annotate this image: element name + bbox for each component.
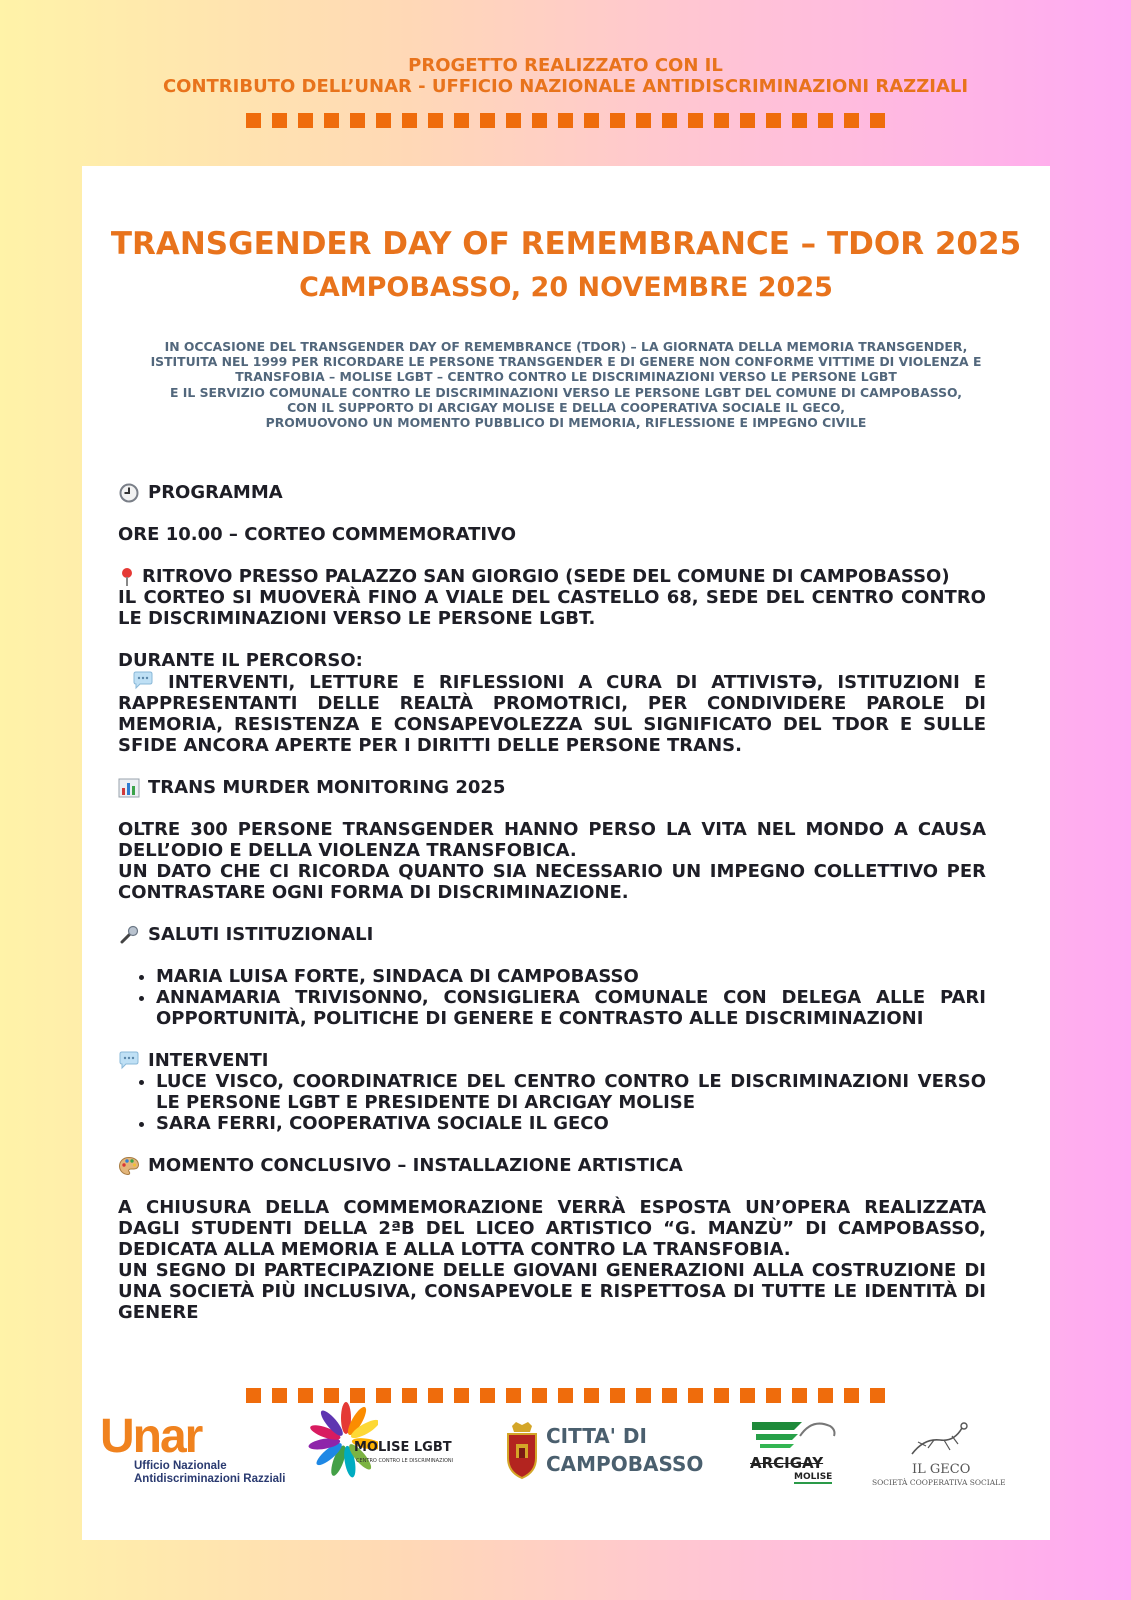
- conclusivo-heading: MOMENTO CONCLUSIVO – INSTALLAZIONE ARTISTICA: [118, 1155, 986, 1176]
- intro-line: TRANSFOBIA – MOLISE LGBT – CENTRO CONTRO LE DISCRIMINAZIONI VERSO LE PERSONE LGBT: [235, 369, 897, 385]
- programma-time: ORE 10.00 – CORTEO COMMEMORATIVO: [118, 524, 517, 545]
- intro-line: PROMUOVONO UN MOMENTO PUBBLICO DI MEMORIA, RIFLESSIONE E IMPEGNO CIVILE: [265, 415, 867, 431]
- percorso-text: INTERVENTI, LETTURE E RIFLESSIONI A CURA DI ATTIVISTƏ, ISTITUZIONI E RAPPRESENTANTI DELLE REALTÀ PROMOTRICI, PER CONDIVIDERE PAROLE DI MEMORIA, RESISTENZA E CONSAPEVOLEZZA SUL SIGNIFICATO DEL TDOR E SULLE SFIDE ANCORA APERTE PER I DIRITTI DELLE PERSONE TRANS.: [118, 672, 986, 756]
- monitoring-heading: TRANS MURDER MONITORING 2025: [118, 777, 986, 798]
- interventi-list: [118, 1071, 986, 1134]
- header-line-1: PROGETTO REALIZZATO CON IL: [408, 55, 723, 76]
- percorso-label: DURANTE IL PERCORSO:: [118, 650, 363, 671]
- arcigay-swoosh-icon: [750, 1416, 840, 1456]
- conclusivo-p1: A CHIUSURA DELLA COMMEMORAZIONE VERRÀ ESPOSTA UN’OPERA REALIZZATA DAGLI STUDENTI DELLA 2ªB DEL LICEO ARTISTICO “G. MANZÙ” DI CAMPOBASSO, DEDICATA ALLA MEMORIA E ALLA LOTTA CONTRO LA TRANSFOBIA.: [118, 1197, 986, 1260]
- pin-icon: [118, 567, 136, 587]
- gecko-icon: [904, 1418, 974, 1462]
- program-body: [118, 482, 986, 1323]
- intro-text: [122, 339, 1010, 430]
- header: [0, 55, 1131, 97]
- palette-icon: [118, 1156, 140, 1176]
- saluti-list: [118, 966, 986, 1029]
- speech-bubble-icon: [132, 671, 154, 691]
- partner-logos: Unar Ufficio Nazionale Antidiscriminazioni Razziali MOLISE LGBT CENTRO CONTRO LE DISCRIMINAZIONI CITTA' DI CAMPOBASSO ARCIGAY MOLISE IL GECO SOCIETÀ COOPERATIVA SOCIALE: [82, 1396, 1050, 1526]
- microphone-icon: [118, 925, 140, 945]
- list-item: • MARIA LUISA FORTE, SINDACA DI CAMPOBASSO: [156, 966, 986, 987]
- page-subtitle: CAMPOBASSO, 20 NOVEMBRE 2025: [299, 272, 833, 303]
- il-geco-logo: IL GECO SOCIETÀ COOPERATIVA SOCIALE: [872, 1418, 1012, 1498]
- list-item: • LUCE VISCO, COORDINATRICE DEL CENTRO CONTRO LE DISCRIMINAZIONI VERSO LE PERSONE LGBT E PRESIDENTE DI ARCIGAY MOLISE: [156, 1071, 986, 1113]
- monitoring-p2: UN DATO CHE CI RICORDA QUANTO SIA NECESSARIO UN IMPEGNO COLLETTIVO PER CONTRASTARE OGNI FORMA DI DISCRIMINAZIONE.: [118, 861, 986, 903]
- page-title: TRANSGENDER DAY OF REMEMBRANCE – TDOR 2025: [110, 226, 1022, 262]
- square-divider-bottom: [0, 1388, 1131, 1403]
- programma-heading: PROGRAMMA: [118, 482, 986, 503]
- coat-of-arms-icon: [504, 1420, 540, 1480]
- conclusivo-p2: UN SEGNO DI PARTECIPAZIONE DELLE GIOVANI GENERAZIONI ALLA COSTRUZIONE DI UNA SOCIETÀ PIÙ INCLUSIVA, CONSAPEVOLE E RISPETTOSA DI TUTTE LE IDENTITÀ DI GENERE: [118, 1260, 986, 1323]
- intro-line: IN OCCASIONE DEL TRANSGENDER DAY OF REMEMBRANCE (TDOR) – LA GIORNATA DELLA MEMORIA TRANSGENDER,: [164, 339, 968, 354]
- intro-line: CON IL SUPPORTO DI ARCIGAY MOLISE E DELLA COOPERATIVA SOCIALE IL GECO,: [287, 399, 845, 415]
- clock-icon: [118, 483, 140, 503]
- ritrovo-line: RITROVO PRESSO PALAZZO SAN GIORGIO (SEDE DEL COMUNE DI CAMPOBASSO): [118, 566, 986, 587]
- saluti-heading: SALUTI ISTITUZIONALI: [118, 924, 986, 945]
- content-card: [82, 166, 1050, 1540]
- arcigay-molise-logo: ARCIGAY MOLISE: [750, 1416, 840, 1496]
- speech-bubble-icon: [118, 1051, 140, 1071]
- monitoring-p1: OLTRE 300 PERSONE TRANSGENDER HANNO PERSO LA VITA NEL MONDO A CAUSA DELL’ODIO E DELLA VIOLENZA TRANSFOBICA.: [118, 819, 986, 861]
- molise-lgbt-logo: MOLISE LGBT CENTRO CONTRO LE DISCRIMINAZIONI: [312, 1396, 472, 1526]
- square-divider-top: [0, 113, 1131, 128]
- unar-logo: Unar Ufficio Nazionale Antidiscriminazioni Razziali: [100, 1410, 286, 1485]
- corteo-text: IL CORTEO SI MUOVERÀ FINO A VIALE DEL CASTELLO 68, SEDE DEL CENTRO CONTRO LE DISCRIMINAZIONI VERSO LE PERSONE LGBT.: [118, 587, 986, 629]
- intro-line: E IL SERVIZIO COMUNALE CONTRO LE DISCRIMINAZIONI VERSO LE PERSONE LGBT DEL COMUNE DI CAMPOBASSO,: [170, 384, 962, 400]
- list-item: • SARA FERRI, COOPERATIVA SOCIALE IL GECO: [156, 1113, 986, 1134]
- bar-chart-icon: [118, 778, 140, 798]
- intro-line: ISTITUITA NEL 1999 PER RICORDARE LE PERSONE TRANSGENDER E DI GENERE NON CONFORME VITTIME DI VIOLENZA E: [150, 354, 982, 370]
- interventi-heading: INTERVENTI: [118, 1050, 986, 1071]
- header-line-2: CONTRIBUTO DELL’UNAR - UFFICIO NAZIONALE ANTIDISCRIMINAZIONI RAZZIALI: [162, 76, 969, 97]
- list-item: • ANNAMARIA TRIVISONNO, CONSIGLIERA COMUNALE CON DELEGA ALLE PARI OPPORTUNITÀ, POLITICHE DI GENERE E CONTRASTO ALLE DISCRIMINAZIONI: [156, 987, 986, 1029]
